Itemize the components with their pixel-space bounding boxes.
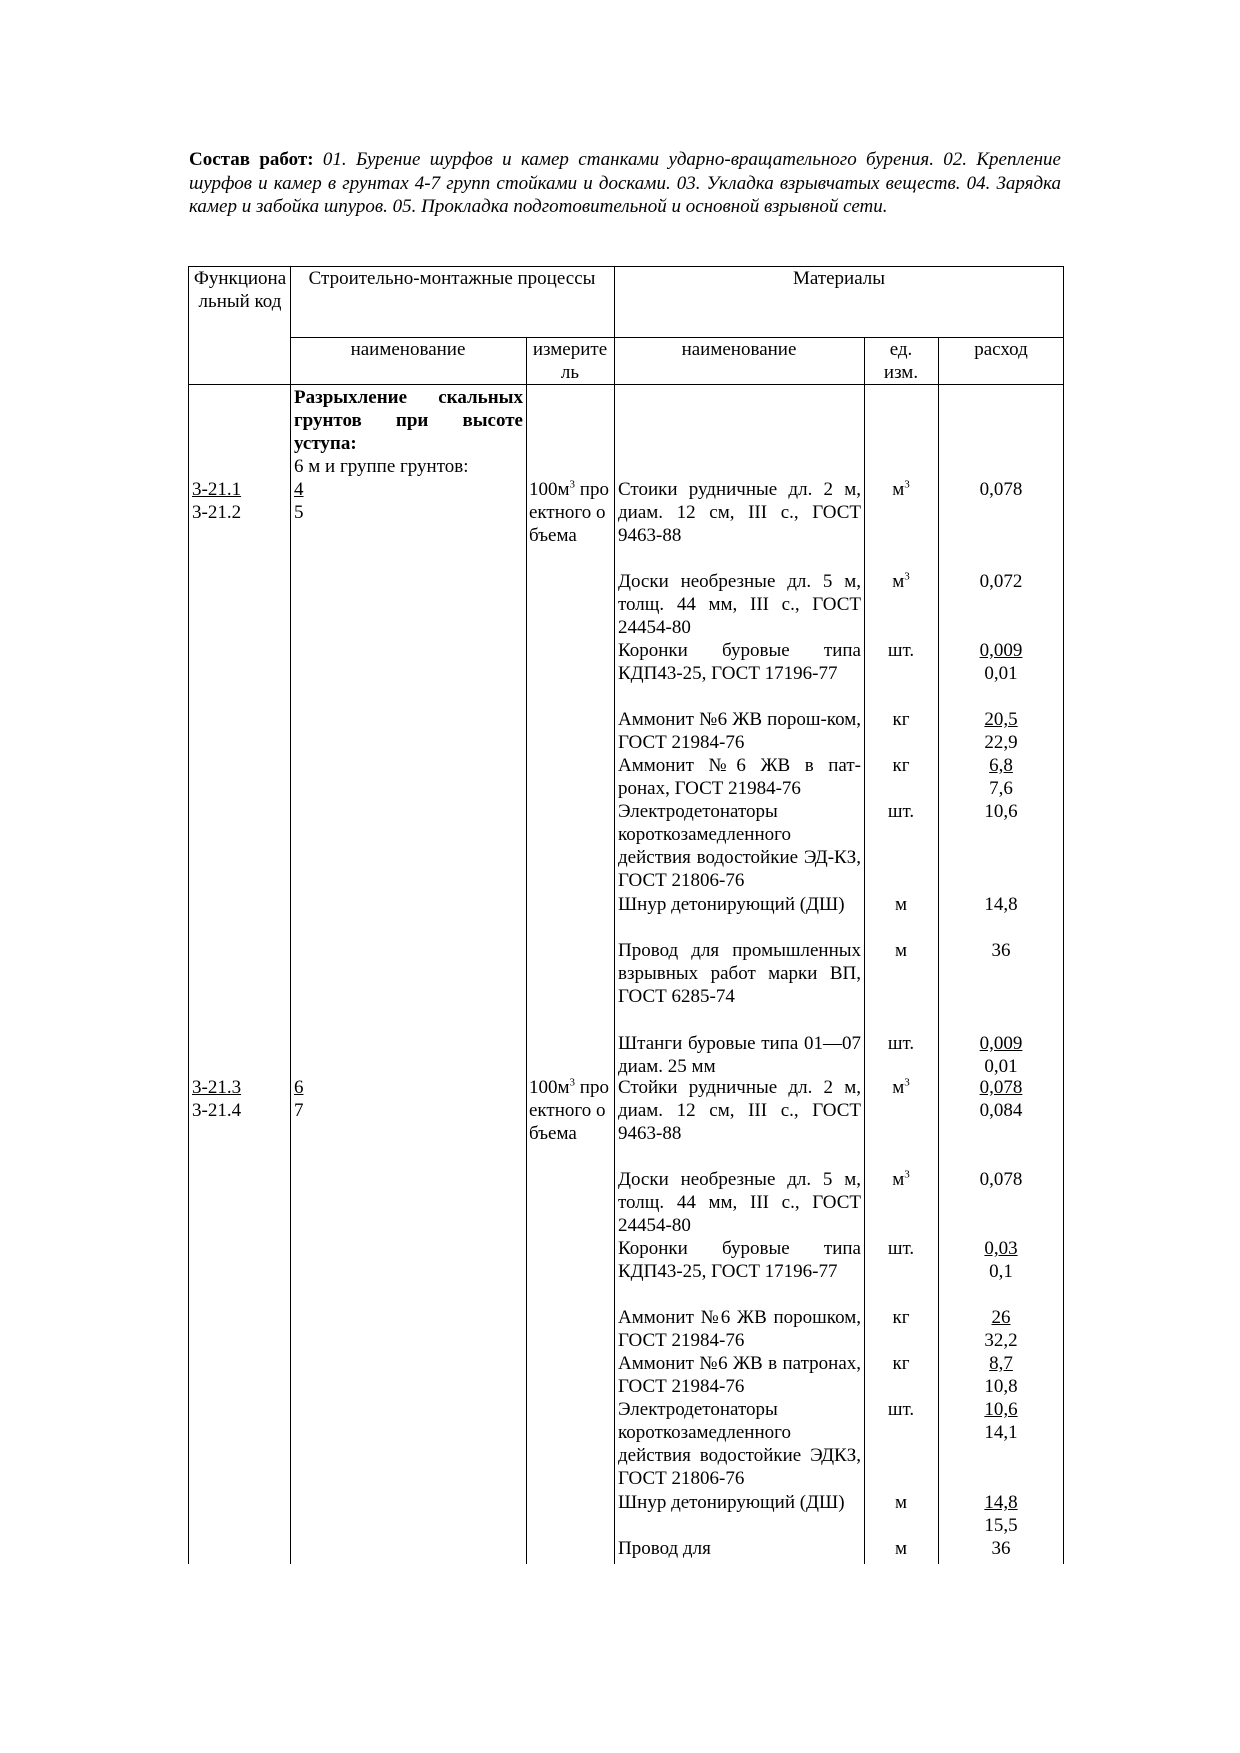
header-meter: измеритель xyxy=(532,339,608,383)
material-consumption: 22,9 xyxy=(984,732,1018,753)
material-consumption: 6,8 xyxy=(989,755,1013,776)
unit-superscript: 3 xyxy=(904,1076,910,1089)
material-name: Стойки рудничные дл. 2 м, диам. 12 см, III с., ГОСТ 9463-88 xyxy=(618,1077,861,1144)
work-composition-paragraph xyxy=(189,148,1061,219)
unit-text: шт. xyxy=(887,1033,915,1054)
material-unit xyxy=(866,1537,936,1560)
material-consumption: 0,1 xyxy=(989,1261,1013,1282)
process-name: 4 xyxy=(294,479,304,500)
material-consumption: 0,072 xyxy=(979,571,1023,592)
material-consumption: 14,8 xyxy=(984,894,1018,915)
section-subtitle: 6 м и группе грунтов: xyxy=(294,456,469,477)
header-material-name: наименование xyxy=(681,339,797,360)
material-unit xyxy=(866,754,936,777)
unit-text: м xyxy=(892,571,905,592)
material-consumption: 14,1 xyxy=(984,1422,1018,1443)
work-composition-text: 01. Бурение шурфов и камер станками ударно-вращательного бурения. 02. Крепление шурфов и камер в грунтах 4-7 групп стойками и досками. 03. Укладка взрывчатых веществ. 04. Зарядка камер и забойка шпуров. 05. Прокладка подготовительной и основной взрывной сети. xyxy=(189,149,1061,217)
material-consumption: 10,6 xyxy=(984,801,1018,822)
material-consumption: 10,6 xyxy=(984,1399,1018,1420)
unit-superscript: 3 xyxy=(904,1168,910,1181)
unit-text: м xyxy=(894,940,908,961)
unit-text: м xyxy=(894,894,908,915)
unit-text: м xyxy=(894,1492,908,1513)
unit-text: м xyxy=(892,1077,905,1098)
material-name: Аммонит №6 ЖВ порошком, ГОСТ 21984-76 xyxy=(618,1307,861,1351)
material-unit xyxy=(866,1076,936,1099)
material-name: Провод для промышленных взрывных работ марки ВП, ГОСТ 6285-74 xyxy=(618,940,861,1007)
material-consumption: 0,01 xyxy=(984,1056,1018,1077)
material-unit xyxy=(866,1352,936,1375)
unit-text: шт. xyxy=(887,1399,915,1420)
unit-superscript: 3 xyxy=(904,570,910,583)
header-name: наименование xyxy=(350,339,466,360)
material-consumption: 0,078 xyxy=(979,1169,1023,1190)
function-code: 3-21.2 xyxy=(192,502,242,523)
material-name: Электродетонаторы короткозамедленного действия водостойкие ЭДКЗ, ГОСТ 21806-76 xyxy=(618,1399,861,1489)
material-consumption: 36 xyxy=(991,1538,1011,1559)
unit-text: м xyxy=(894,1538,908,1559)
material-consumption: 0,009 xyxy=(979,640,1023,661)
material-name: Провод для xyxy=(618,1538,711,1559)
material-consumption: 7,6 xyxy=(989,778,1013,799)
material-consumption: 8,7 xyxy=(989,1353,1013,1374)
material-consumption: 10,8 xyxy=(984,1376,1018,1397)
material-unit xyxy=(866,1168,936,1191)
material-name: Аммонит №6 ЖВ в патронах, ГОСТ 21984-76 xyxy=(618,1353,861,1397)
material-consumption: 15,5 xyxy=(984,1515,1018,1536)
material-consumption: 0,009 xyxy=(979,1033,1023,1054)
process-name: 7 xyxy=(294,1100,304,1121)
section-title: Разрыхление скальных грунтов при высоте уступа: xyxy=(294,387,523,454)
material-consumption: 0,03 xyxy=(984,1238,1018,1259)
material-consumption: 20,5 xyxy=(984,709,1018,730)
process-meter: $100м^3$ проектного объема xyxy=(529,478,609,546)
meter-value: 100м xyxy=(529,1077,570,1098)
unit-text: шт. xyxy=(887,801,915,822)
material-unit xyxy=(866,478,936,501)
unit-text: м xyxy=(892,1169,905,1190)
unit-text: кг xyxy=(892,709,910,730)
material-name: Аммонит №6 ЖВ порош-ком, ГОСТ 21984-76 xyxy=(618,709,861,753)
function-code: 3-21.3 xyxy=(192,1077,242,1098)
material-consumption: 0,01 xyxy=(984,663,1018,684)
meter-rest: проектного объема xyxy=(529,479,609,546)
material-unit xyxy=(866,708,936,731)
material-name: Штанги буровые типа 01—07 диам. 25 мм xyxy=(618,1033,861,1077)
header-consumption: расход xyxy=(974,339,1028,360)
unit-text: кг xyxy=(892,1307,910,1328)
material-unit xyxy=(866,1306,936,1329)
material-unit xyxy=(866,1032,936,1055)
material-consumption: 0,078 xyxy=(979,1077,1023,1098)
process-meter: $100м^3$ проектного объема xyxy=(529,1076,609,1144)
function-code: 3-21.1 xyxy=(192,479,242,500)
unit-superscript: 3 xyxy=(904,478,910,491)
material-unit xyxy=(866,570,936,593)
material-consumption: 26 xyxy=(991,1307,1011,1328)
material-unit xyxy=(866,939,936,962)
process-name: 6 xyxy=(294,1077,304,1098)
material-consumption: 14,8 xyxy=(984,1492,1018,1513)
unit-text: кг xyxy=(892,755,910,776)
material-consumption: 32,2 xyxy=(984,1330,1018,1351)
unit-text: м xyxy=(892,479,905,500)
unit-text: шт. xyxy=(887,1238,915,1259)
material-name: Коронки буровые типа КДП43-25, ГОСТ 17196-77 xyxy=(618,640,861,684)
meter-value: 100м xyxy=(529,479,570,500)
material-unit xyxy=(866,1491,936,1514)
material-name: Аммонит №6 ЖВ в пат-ронах, ГОСТ 21984-76 xyxy=(618,755,861,799)
material-unit xyxy=(866,800,936,823)
material-unit xyxy=(866,893,936,916)
material-unit xyxy=(866,1398,936,1421)
header-code: Функциональный код xyxy=(193,268,287,312)
material-consumption: 0,078 xyxy=(979,479,1023,500)
header-processes: Строительно-монтажные процессы xyxy=(308,268,596,289)
material-name: Доски необрезные дл. 5 м, толщ. 44 мм, III с., ГОСТ 24454-80 xyxy=(618,1169,861,1236)
material-name: Электродетонаторы короткозамедленного действия водостойкие ЭД-КЗ, ГОСТ 21806-76 xyxy=(618,801,861,891)
material-unit xyxy=(866,639,936,662)
material-name: Шнур детонирующий (ДШ) xyxy=(618,894,845,915)
header-unit: ед. изм. xyxy=(883,339,919,383)
work-composition-label: Состав работ: xyxy=(189,149,314,170)
material-unit xyxy=(866,1237,936,1260)
material-name: Стоики рудничные дл. 2 м, диам. 12 см, III с., ГОСТ 9463-88 xyxy=(618,479,861,546)
unit-text: шт. xyxy=(887,640,915,661)
material-name: Шнур детонирующий (ДШ) xyxy=(618,1492,845,1513)
meter-rest: проектного объема xyxy=(529,1077,609,1144)
material-consumption: 36 xyxy=(991,940,1011,961)
function-code: 3-21.4 xyxy=(192,1100,242,1121)
unit-text: кг xyxy=(892,1353,910,1374)
header-materials: Материалы xyxy=(792,268,886,289)
material-consumption: 0,084 xyxy=(979,1100,1023,1121)
material-name: Доски необрезные дл. 5 м, толщ. 44 мм, III с., ГОСТ 24454-80 xyxy=(618,571,861,638)
norms-table xyxy=(188,266,1064,1564)
material-name: Коронки буровые типа КДП43-25, ГОСТ 17196-77 xyxy=(618,1238,861,1282)
process-name: 5 xyxy=(294,502,304,523)
